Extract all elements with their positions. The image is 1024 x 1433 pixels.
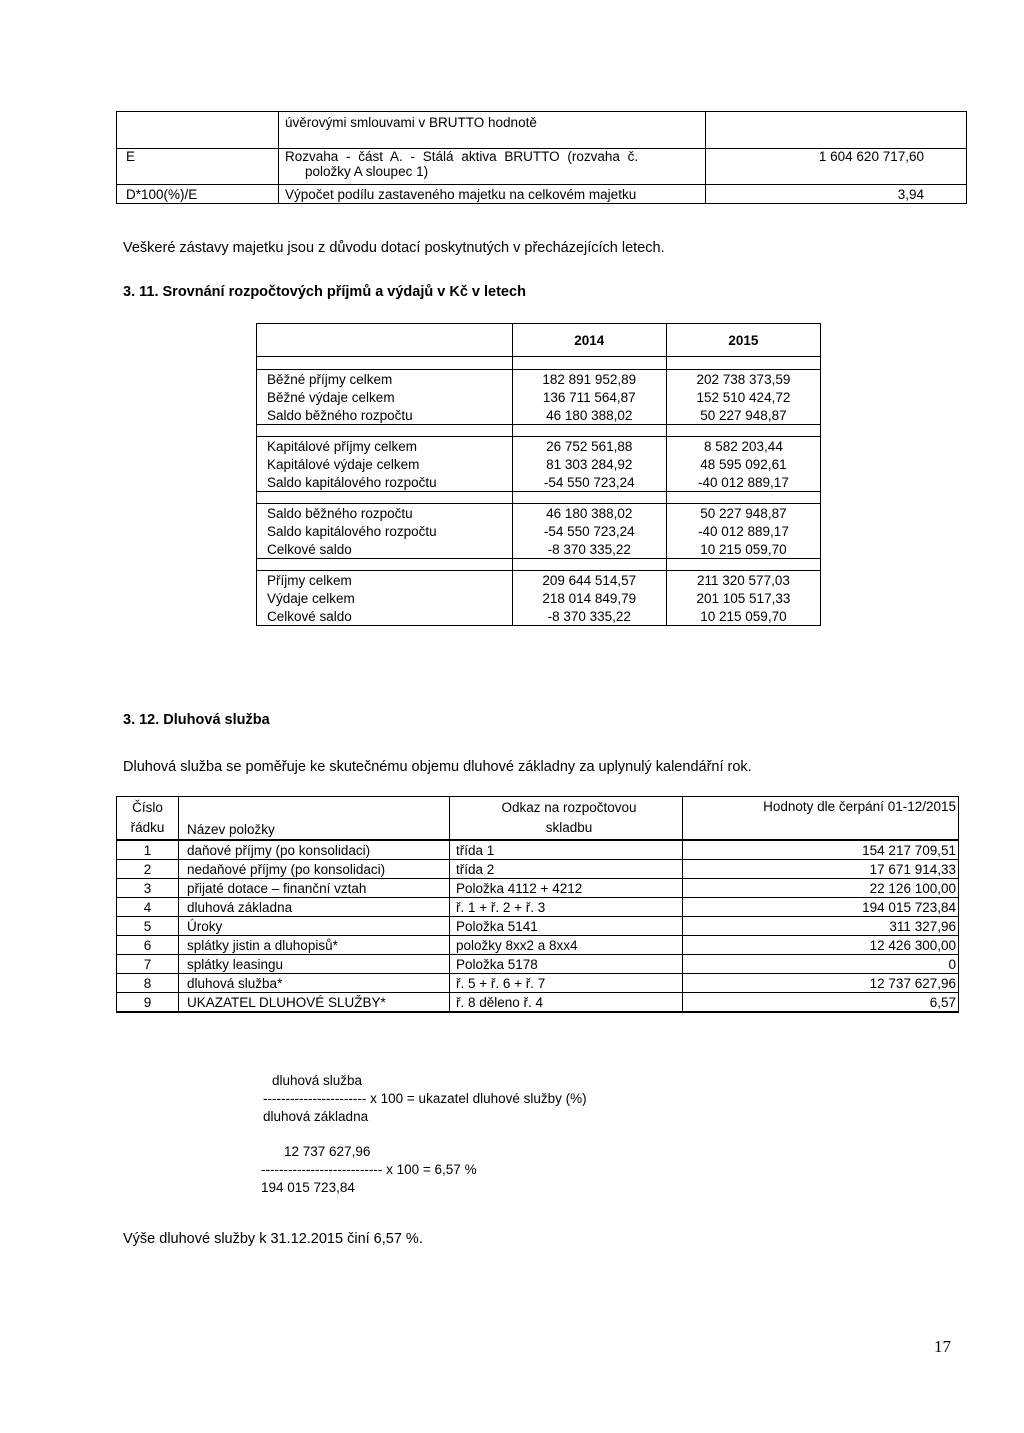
value-2014: 218 014 849,79 xyxy=(512,589,666,607)
pledges-note: Veškeré zástavy majetku jsou z důvodu dotací poskytnutých v přecházejících letech. xyxy=(123,240,665,256)
table-row xyxy=(257,370,821,389)
row-number: 7 xyxy=(117,955,179,974)
row-number: 1 xyxy=(117,840,179,860)
table-header-row xyxy=(257,324,821,357)
table-row xyxy=(117,860,959,879)
row-value xyxy=(706,112,967,149)
item-name: nedaňové příjmy (po konsolidaci) xyxy=(179,860,450,879)
item-value: 194 015 723,84 xyxy=(683,898,959,917)
budget-reference: položky 8xx2 a 8xx4 xyxy=(450,936,683,955)
table-row xyxy=(257,589,821,607)
value-2015: 8 582 203,44 xyxy=(666,437,820,456)
value-2014: 46 180 388,02 xyxy=(512,406,666,425)
row-code xyxy=(117,112,279,149)
table-row xyxy=(117,917,959,936)
row-number: 4 xyxy=(117,898,179,917)
value-2015: 201 105 517,33 xyxy=(666,589,820,607)
budget-reference: Položka 5178 xyxy=(450,955,683,974)
header-year-2014: 2014 xyxy=(512,324,666,357)
row-label: Kapitálové výdaje celkem xyxy=(257,455,513,473)
value-2015: 50 227 948,87 xyxy=(666,504,820,523)
item-name: přijaté dotace – finanční vztah xyxy=(179,879,450,898)
header-item-name: Název položky xyxy=(179,797,450,841)
spacer-row xyxy=(257,492,821,504)
row-value: 1 604 620 717,60 xyxy=(706,149,967,185)
description-text: úvěrovými smlouvami v BRUTTO hodnotě xyxy=(285,115,537,130)
row-number: 6 xyxy=(117,936,179,955)
budget-reference: ř. 1 + ř. 2 + ř. 3 xyxy=(450,898,683,917)
row-label: Saldo běžného rozpočtu xyxy=(257,504,513,523)
calc-fraction-line: --------------------------- x 100 = 6,57 % xyxy=(261,1162,477,1177)
value-2015: 48 595 092,61 xyxy=(666,455,820,473)
row-label: Běžné příjmy celkem xyxy=(257,370,513,389)
header-row-number-line2: řádku xyxy=(130,820,165,835)
row-label: Celkové saldo xyxy=(257,540,513,559)
row-description xyxy=(279,112,706,149)
item-name: splátky jistin a dluhopisů* xyxy=(179,936,450,955)
item-value: 0 xyxy=(683,955,959,974)
value-2015: 50 227 948,87 xyxy=(666,406,820,425)
value-2014: 46 180 388,02 xyxy=(512,504,666,523)
item-value: 6,57 xyxy=(683,993,959,1013)
header-budget-reference xyxy=(450,797,683,841)
table-row xyxy=(257,522,821,540)
value-2014: -54 550 723,24 xyxy=(512,473,666,492)
formula-denominator: dluhová základna xyxy=(263,1109,369,1124)
item-value: 17 671 914,33 xyxy=(683,860,959,879)
item-name: dluhová základna xyxy=(179,898,450,917)
table-row xyxy=(257,473,821,492)
section-heading-debt-service: 3. 12. Dluhová služba xyxy=(123,712,270,728)
header-values: Hodnoty dle čerpání 01-12/2015 xyxy=(683,797,959,841)
row-code: E xyxy=(117,149,279,185)
value-2014: -8 370 335,22 xyxy=(512,607,666,626)
table-header-row xyxy=(117,797,959,841)
page-number: 17 xyxy=(934,1337,951,1356)
spacer-row xyxy=(257,357,821,370)
table-row xyxy=(257,571,821,590)
debt-service-intro: Dluhová služba se poměřuje ke skutečnému objemu dluhové základny za uplynulý kalendářní rok. xyxy=(123,759,752,775)
row-label: Výdaje celkem xyxy=(257,589,513,607)
row-label: Příjmy celkem xyxy=(257,571,513,590)
row-description xyxy=(279,185,706,204)
header-row-number-line1: Číslo xyxy=(132,800,163,815)
debt-service-conclusion: Výše dluhové služby k 31.12.2015 činí 6,57 %. xyxy=(123,1231,423,1247)
row-label: Saldo běžného rozpočtu xyxy=(257,406,513,425)
budget-comparison-table xyxy=(256,323,821,626)
budget-reference: ř. 5 + ř. 6 + ř. 7 xyxy=(450,974,683,993)
row-code: D*100(%)/E xyxy=(117,185,279,204)
value-2015: 152 510 424,72 xyxy=(666,388,820,406)
item-name: dluhová služba* xyxy=(179,974,450,993)
item-value: 311 327,96 xyxy=(683,917,959,936)
budget-reference: třída 1 xyxy=(450,840,683,860)
row-description xyxy=(279,149,706,185)
item-name: UKAZATEL DLUHOVÉ SLUŽBY* xyxy=(179,993,450,1013)
table-row xyxy=(117,955,959,974)
table-row xyxy=(257,388,821,406)
table-row xyxy=(257,504,821,523)
row-value: 3,94 xyxy=(706,185,967,204)
item-name: splátky leasingu xyxy=(179,955,450,974)
budget-reference: Položka 5141 xyxy=(450,917,683,936)
value-2015: 10 215 059,70 xyxy=(666,540,820,559)
table-row xyxy=(257,437,821,456)
table-row xyxy=(257,607,821,626)
budget-reference: Položka 4112 + 4212 xyxy=(450,879,683,898)
row-label: Kapitálové příjmy celkem xyxy=(257,437,513,456)
row-number: 8 xyxy=(117,974,179,993)
table-row xyxy=(117,974,959,993)
calc-numerator-value: 12 737 627,96 xyxy=(284,1144,371,1159)
table-row xyxy=(117,840,959,860)
description-text: Výpočet podílu zastaveného majetku na celkovém majetku xyxy=(285,186,637,202)
spacer-row xyxy=(257,425,821,437)
row-number: 2 xyxy=(117,860,179,879)
value-2014: -54 550 723,24 xyxy=(512,522,666,540)
row-label: Celkové saldo xyxy=(257,607,513,626)
row-label: Saldo kapitálového rozpočtu xyxy=(257,473,513,492)
item-value: 22 126 100,00 xyxy=(683,879,959,898)
formula-fraction-line: ----------------------- x 100 = ukazatel dluhové služby (%) xyxy=(263,1091,587,1106)
value-2015: 202 738 373,59 xyxy=(666,370,820,389)
row-label: Běžné výdaje celkem xyxy=(257,388,513,406)
value-2015: -40 012 889,17 xyxy=(666,522,820,540)
table-row xyxy=(117,993,959,1013)
header-budget-reference-line1: Odkaz na rozpočtovou xyxy=(501,800,637,815)
description-text-continued: položky A sloupec 1) xyxy=(305,164,429,179)
header-row-number xyxy=(117,797,179,841)
value-2014: 26 752 561,88 xyxy=(512,437,666,456)
table-row xyxy=(117,112,967,149)
value-2014: -8 370 335,22 xyxy=(512,540,666,559)
table-row xyxy=(257,540,821,559)
header-year-2015: 2015 xyxy=(666,324,820,357)
pledged-assets-table xyxy=(116,111,967,204)
row-number: 5 xyxy=(117,917,179,936)
row-label: Saldo kapitálového rozpočtu xyxy=(257,522,513,540)
value-2014: 136 711 564,87 xyxy=(512,388,666,406)
value-2014: 81 303 284,92 xyxy=(512,455,666,473)
row-number: 3 xyxy=(117,879,179,898)
table-row xyxy=(117,185,967,204)
spacer-row xyxy=(257,559,821,571)
item-name: Úroky xyxy=(179,917,450,936)
item-value: 12 737 627,96 xyxy=(683,974,959,993)
calc-denominator-value: 194 015 723,84 xyxy=(261,1180,355,1195)
value-2015: 10 215 059,70 xyxy=(666,607,820,626)
item-name: daňové příjmy (po konsolidaci) xyxy=(179,840,450,860)
budget-reference: třída 2 xyxy=(450,860,683,879)
value-2015: -40 012 889,17 xyxy=(666,473,820,492)
item-value: 12 426 300,00 xyxy=(683,936,959,955)
table-row xyxy=(257,406,821,425)
header-budget-reference-line2: skladbu xyxy=(545,820,593,835)
row-number: 9 xyxy=(117,993,179,1013)
description-text: Rozvaha - část A. - Stálá aktiva BRUTTO (rozvaha č. xyxy=(285,149,639,164)
table-row xyxy=(117,879,959,898)
debt-service-table xyxy=(116,796,959,1013)
header-empty xyxy=(257,324,513,357)
item-value: 154 217 709,51 xyxy=(683,840,959,860)
formula-numerator: dluhová služba xyxy=(272,1073,363,1088)
table-row xyxy=(117,149,967,185)
value-2015: 211 320 577,03 xyxy=(666,571,820,590)
table-row xyxy=(117,936,959,955)
table-row xyxy=(117,898,959,917)
value-2014: 209 644 514,57 xyxy=(512,571,666,590)
budget-reference: ř. 8 děleno ř. 4 xyxy=(450,993,683,1013)
value-2014: 182 891 952,89 xyxy=(512,370,666,389)
table-row xyxy=(257,455,821,473)
section-heading-budget-comparison: 3. 11. Srovnání rozpočtových příjmů a výdajů v Kč v letech xyxy=(123,284,526,300)
